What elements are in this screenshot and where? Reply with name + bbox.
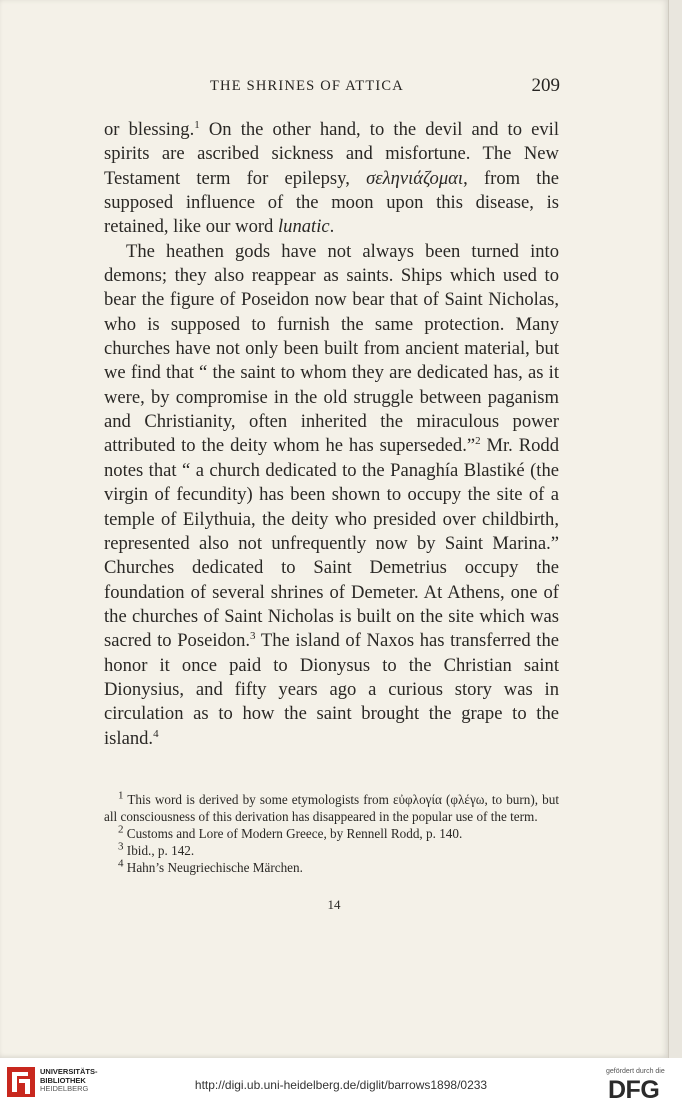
text-run: The heathen gods have not always been turned into demons; they also reappear as saints. Ships which used to bear the figure of Poseidon now bear that of Saint Nicholas, who is supposed to furnish the same protection. Many churches have not only been built from ancient material, but we find that “ the saint to whom they are dedicated has, as it were, by compromise in the old struggle between paganism and Christianity, often inherited the miraculous power attributed to the deity whom he has superseded.” <box>104 240 559 457</box>
text-run: On the other hand, to the devil and to evil spirits are ascribed sickness and misfortune. The New Testament term for epilepsy, <box>104 119 560 189</box>
page-edge <box>668 0 682 1058</box>
body-text <box>104 118 559 751</box>
page-number: 209 <box>531 75 560 96</box>
footnote <box>104 791 559 825</box>
text-run: Mr. Rodd notes that “ a church dedicated to the Panaghía Blastiké (the virgin of fecundity) has been shown to occupy the site of a temple of Eilythuia, the deity who presided over childbirth, represented also not unfrequently now by Saint Marina.” Churches dedicated to Saint Demetrius occupy the foundation of several shrines of Demeter. At Athens, one of the churches of Saint Nicholas is built on the site which was sacred to Poseidon. <box>104 435 560 652</box>
footnote-reference: 2 <box>475 435 481 448</box>
footnote-number: 2 <box>118 823 124 836</box>
footnote-text: Customs and Lore of Modern Greece, by Rennell Rodd, p. 140. <box>123 826 463 841</box>
footnote <box>104 825 559 842</box>
sponsor-caption: gefördert durch die <box>606 1068 665 1075</box>
text-run: . <box>329 216 335 238</box>
permalink-url[interactable]: http://digi.ub.uni-heidelberg.de/diglit/barrows1898/0233 <box>194 1078 488 1092</box>
signature-mark: 14 <box>327 897 341 912</box>
footnote-reference: 4 <box>153 727 159 740</box>
footnote-text: This word is derived by some etymologists from εὐφλογία (φλέγω, to burn), but all consciousness of this derivation has disappeared in the popular use of the term. <box>104 792 559 824</box>
dfg-logo-icon: DFG <box>608 1076 660 1104</box>
body-paragraph <box>104 118 559 240</box>
running-title: THE SHRINES OF ATTICA <box>210 78 404 94</box>
text-run: or blessing. <box>104 119 195 140</box>
text-run: , from the supposed influence of the moon upon this disease, is retained, like our word <box>104 167 559 238</box>
text-run: The island of Naxos has transferred the honor it once paid to Dionysus to the Christian saint Dionysius, and fifty years ago a curious story was in circulation as to how the saint brought the grape to the island. <box>104 630 559 749</box>
footnote-text: Ibid., p. 142. <box>123 843 195 858</box>
footnote-reference: 1 <box>194 118 200 131</box>
body-paragraph <box>104 240 559 751</box>
library-name-line: HEIDELBERG <box>40 1084 89 1093</box>
library-name-line: BIBLIOTHEK <box>40 1075 86 1085</box>
footnote-reference: 3 <box>250 630 256 643</box>
footnote <box>104 842 559 859</box>
footnote-number: 3 <box>118 840 124 853</box>
footnote-text: Hahn’s Neugriechische Märchen. <box>123 860 303 875</box>
footnote-number: 4 <box>118 857 124 870</box>
footnote <box>104 859 559 876</box>
footnote-number: 1 <box>118 789 124 802</box>
italic-term: lunatic <box>278 216 330 238</box>
library-name-line: UNIVERSITÄTS- <box>40 1067 98 1076</box>
italic-term: σεληνιάζομαι <box>366 167 464 189</box>
footnotes <box>104 791 559 876</box>
page-header <box>104 75 562 100</box>
